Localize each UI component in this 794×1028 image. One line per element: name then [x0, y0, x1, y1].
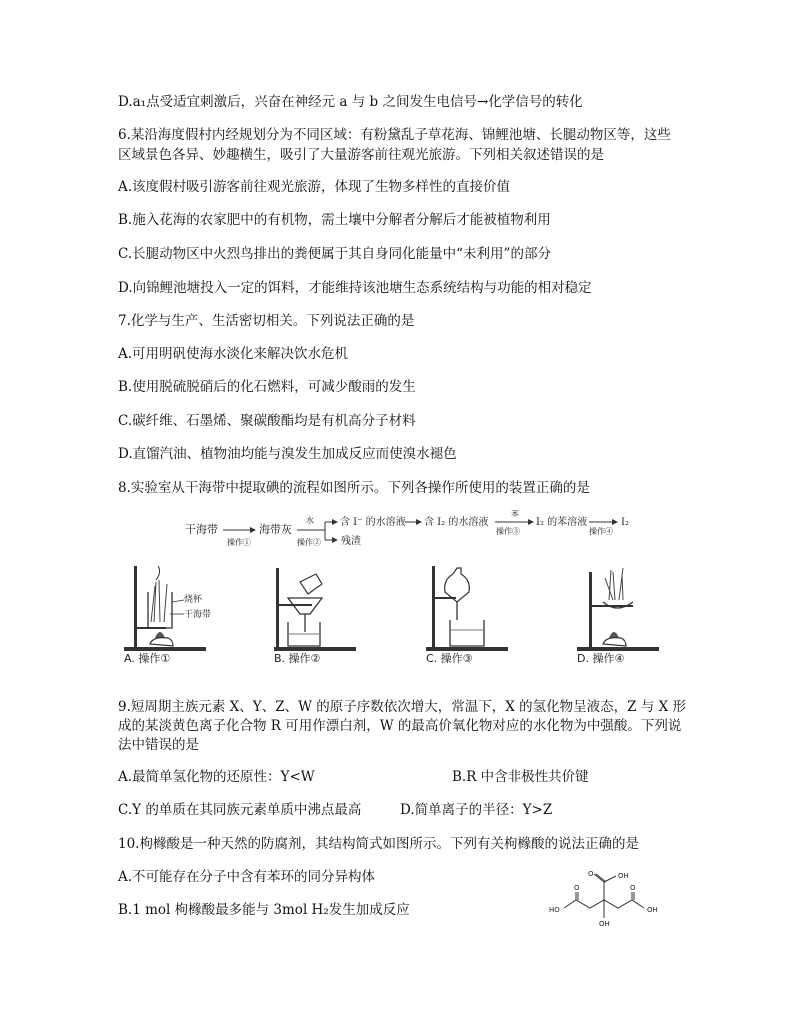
flow-ash: 海带灰 — [259, 523, 292, 536]
q5-option-d: D.a₁点受适宜刺激后，兴奋在神经元 a 与 b 之间发生电信号→化学信号的转化 — [118, 94, 583, 110]
apparatus-d-label: D. 操作④ — [577, 652, 625, 665]
iodine-extraction-flowchart — [185, 510, 645, 562]
flow-residue: 残渣 — [341, 536, 361, 547]
q9-option-d: D.简单离子的半径：Y>Z — [400, 802, 553, 818]
q10-option-b: B.1 mol 枸橼酸最多能与 3mol H₂发生加成反应 — [118, 902, 410, 918]
struct-oh-bottom: OH — [599, 920, 610, 928]
label-beaker: 烧杯 — [184, 595, 203, 605]
label-dry-seaweed: 干海带 — [184, 610, 212, 620]
apparatus-a-label: A. 操作① — [124, 652, 171, 665]
struct-o-right: O — [630, 884, 636, 892]
apparatus-b — [270, 562, 385, 666]
q6-stem-line1: 6.某沿海度假村内经规划分为不同区域：有粉黛乱子草花海、锦鲤池塘、长腿动物区等，这些 — [118, 127, 671, 143]
q7-option-d: D.直馏汽油、植物油均能与溴发生加成反应而使溴水褪色 — [118, 446, 457, 462]
struct-oh-right: OH — [647, 906, 658, 914]
q6-option-d: D.向锦鲤池塘投入一定的饵料，才能维持该池塘生态系统结构与功能的相对稳定 — [118, 280, 592, 296]
q7-option-b: B.使用脱硫脱硝后的化石燃料，可减少酸雨的发生 — [118, 379, 416, 395]
flow-solution3: I₂ 的苯溶液 — [536, 517, 588, 528]
flow-op4: 操作④ — [589, 527, 613, 536]
q9-stem-line2: 成的某淡黄色离子化合物 R 可用作漂白剂，W 的最高价氧化物对应的水化物为中强酸。下列说 — [118, 718, 682, 734]
flow-benzene: 苯 — [511, 510, 519, 518]
flow-product: I₂ — [621, 517, 629, 528]
q10-option-a: A.不可能存在分子中含有苯环的同分异构体 — [118, 869, 376, 885]
struct-ho-left: HO — [549, 906, 560, 914]
q10-stem: 10.枸橼酸是一种天然的防腐剂，其结构简式如图所示。下列有关枸橼酸的说法正确的是 — [118, 836, 639, 852]
apparatus-d — [573, 562, 688, 666]
flow-solution1: 含 I⁻ 的水溶液 — [340, 517, 406, 528]
q7-option-a: A.可用明矾使海水淡化来解决饮水危机 — [118, 346, 349, 362]
q8-stem: 8.实验室从干海带中提取碘的流程如图所示。下列各操作所使用的装置正确的是 — [118, 480, 590, 496]
flow-op1: 操作① — [227, 538, 251, 547]
q9-option-c: C.Y 的单质在其同族元素单质中沸点最高 — [118, 802, 362, 818]
q9-option-a: A.最简单氢化物的还原性：Y<W — [118, 769, 315, 785]
q7-option-c: C.碳纤维、石墨烯、聚碳酸酯均是有机高分子材料 — [118, 413, 416, 429]
flow-solution2: 含 I₂ 的水溶液 — [424, 517, 489, 528]
apparatus-c — [422, 562, 537, 666]
flow-water: 水 — [306, 516, 314, 525]
q9-stem-line3: 法中错误的是 — [118, 737, 199, 753]
q9-option-b: B.R 中含非极性共价键 — [452, 769, 589, 785]
q6-option-c: C.长腿动物区中火烈鸟排出的粪便属于其自身同化能量中“未利用”的部分 — [118, 246, 551, 262]
flow-op3: 操作③ — [496, 527, 520, 536]
apparatus-a — [120, 562, 235, 666]
struct-o-left: O — [574, 884, 580, 892]
struct-o-top: O — [588, 870, 594, 878]
flow-op2: 操作② — [297, 538, 321, 547]
q6-option-b: B.施入花海的农家肥中的有机物，需土壤中分解者分解后才能被植物利用 — [118, 212, 551, 228]
q6-option-a: A.该度假村吸引游客前往观光旅游，体现了生物多样性的直接价值 — [118, 179, 511, 195]
struct-oh-top: OH — [618, 872, 629, 880]
citric-acid-structure — [548, 868, 668, 928]
q9-stem-line1: 9.短周期主族元素 X、Y、Z、W 的原子序数依次增大，常温下，X 的氢化物呈液态，Z 与 X 形 — [118, 699, 687, 715]
apparatus-b-label: B. 操作② — [274, 652, 321, 665]
q6-stem-line2: 区域景色各异、妙趣横生，吸引了大量游客前往观光旅游。下列相关叙述错误的是 — [118, 147, 604, 163]
q7-stem: 7.化学与生产、生活密切相关。下列说法正确的是 — [118, 313, 415, 329]
flow-start: 干海带 — [185, 523, 218, 536]
apparatus-c-label: C. 操作③ — [426, 652, 473, 665]
